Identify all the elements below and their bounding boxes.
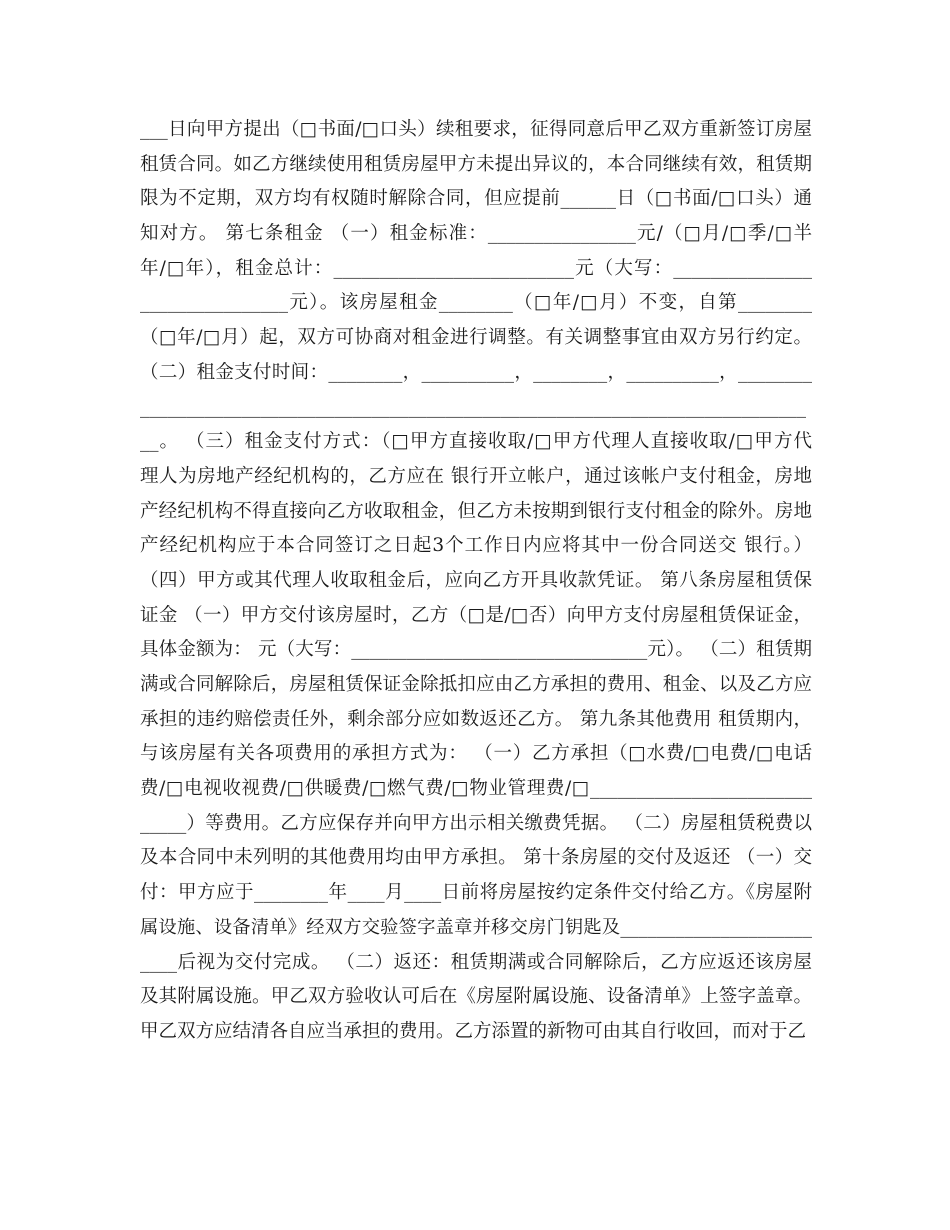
text-line: 具体金额为： 元（大写：________________________________元）。 （二）租赁期 (140, 639, 812, 661)
text-line: 甲乙双方应结清各自应当承担的费用。乙方添置的新物可由其自行收回，而对于乙 (140, 1020, 807, 1042)
text-line: （四）甲方或其代理人收取租金后，应向乙方开具收款凭证。 第八条房屋租赁保 (140, 569, 812, 591)
text-line: 知对方。 第七条租金 （一）租金标准：________________元/（□月/□季/□半 (140, 223, 812, 245)
text-line: __。 （三）租金支付方式：（□甲方直接收取/□甲方代理人直接收取/□甲方代 (140, 431, 812, 453)
text-line: 满或合同解除后，房屋租赁保证金除抵扣应由乙方承担的费用、租金、以及乙方应 (140, 674, 812, 695)
text-line: ____后视为交付完成。 （二）返还：租赁期满或合同解除后，乙方应返还该房屋 (140, 951, 812, 973)
text-line: 属设施、设备清单》经双方交验签字盖章并移交房门钥匙及_____________________ (140, 916, 812, 938)
text-line: 产经纪机构不得直接向乙方收取租金，但乙方未按期到银行支付租金的除外。房地 (140, 500, 812, 522)
text-line: 年/□年），租金总计：__________________________元（大写：_______________ (140, 257, 812, 279)
text-line: 租赁合同。如乙方继续使用租赁房屋甲方未提出异议的，本合同继续有效，租赁期 (140, 153, 812, 175)
text-line: 与该房屋有关各项费用的承担方式为： （一）乙方承担（□水费/□电费/□电话 (140, 743, 812, 765)
text-line: （二）租金支付时间：________，__________，________，__________，________ (140, 361, 812, 383)
text-line: ___日向甲方提出（□书面/□口头）续租要求，征得同意后甲乙双方重新签订房屋 (140, 119, 812, 140)
document-body (140, 113, 812, 1050)
text-line: 费/□电视收视费/□供暖费/□燃气费/□物业管理费/□________________________ (140, 778, 812, 800)
text-line: （□年/□月）起，双方可协商对租金进行调整。有关调整事宜由双方另行约定。 (140, 327, 812, 349)
text-line: 承担的违约赔偿责任外，剩余部分应如数返还乙方。 第九条其他费用 租赁期内， (140, 708, 812, 730)
text-line: 及本合同中未列明的其他费用均由甲方承担。 第十条房屋的交付及返还 （一）交 (140, 847, 812, 869)
text-line: 产经纪机构应于本合同签订之日起3个工作日内应将其中一份合同送交 银行。） (140, 535, 812, 557)
text-line: 及其附属设施。甲乙双方验收认可后在《房屋附属设施、设备清单》上签字盖章。 (140, 986, 812, 1008)
text-line: 付：甲方应于________年____月____日前将房屋按约定条件交付给乙方。《房屋附 (140, 882, 812, 904)
text-line: ________________元）。该房屋租金________（□年/□月）不变，自第________ (140, 292, 812, 314)
text-line: 证金 （一）甲方交付该房屋时，乙方（□是/□否）向甲方支付房屋租赁保证金， (140, 604, 812, 626)
text-line: ________________________________________________________________________ (140, 396, 806, 418)
text-line: 限为不定期，双方均有权随时解除合同，但应提前______日（□书面/□口头）通 (140, 188, 812, 210)
text-line: 理人为房地产经纪机构的，乙方应在 银行开立帐户，通过该帐户支付租金，房地 (140, 465, 812, 487)
text-line: _____）等费用。乙方应保存并向甲方出示相关缴费凭据。 （二）房屋租赁税费以 (140, 812, 812, 834)
